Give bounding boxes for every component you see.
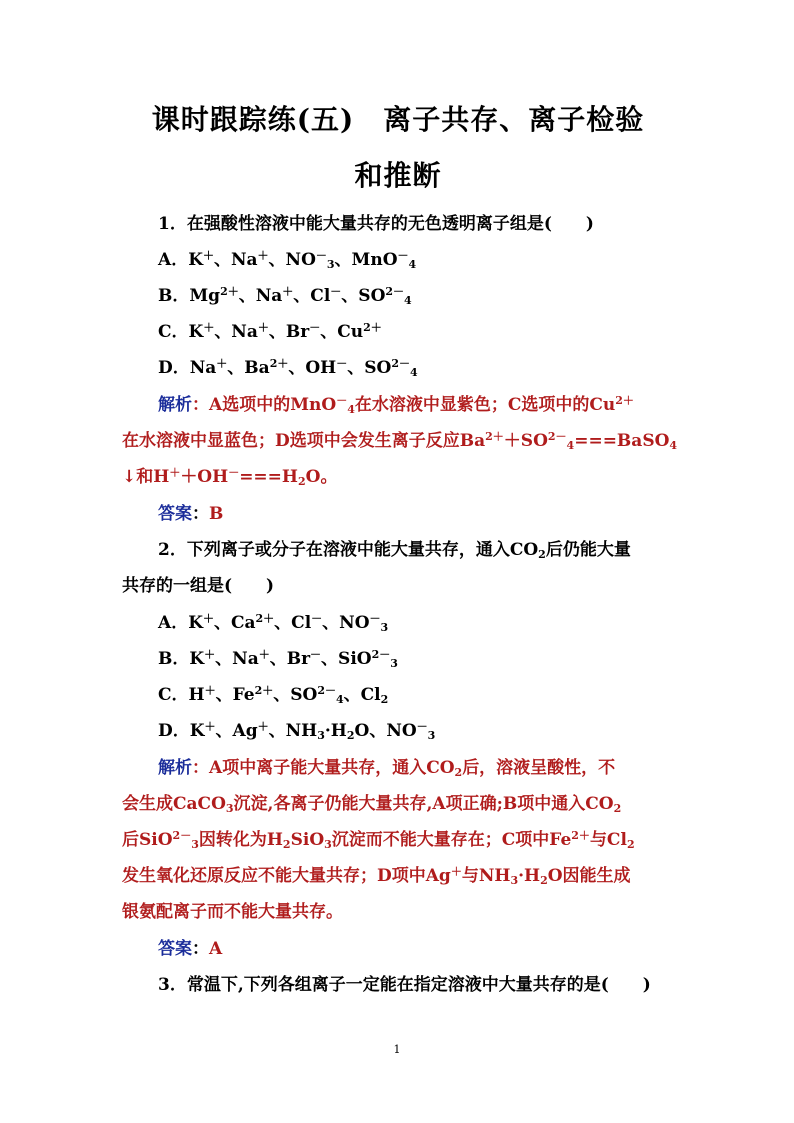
q2-option-d: D．K＋、Ag＋、$NH_3\cdot H_2O$、$NO^-_3$ (158, 720, 436, 742)
q1-option-a: A．K＋、Na＋、$NO^-_3$、MnO－$_4$ (158, 249, 417, 271)
q1-option-d: D．Na＋、$Ba^{2+}$、OH－、$SO^{2-}_4$ (158, 357, 418, 379)
q2-answer-value: A (209, 939, 223, 959)
q3-stem: 3．常温下,下列各组离子一定能在指定溶液中大量共存的是( ) (158, 975, 651, 995)
q2-analysis-label: 解析 (158, 758, 192, 778)
q2-analysis-line4: 发生氧化还原反应不能大量共存；D项中Ag＋与$NH_3\cdot H_2O$因能生成 (122, 865, 631, 887)
q1-analysis-line3: ↓和$H^++OH^-===H_2O$。 (122, 466, 338, 488)
q2-analysis-line3: 后SiO$^{2-}_3$因转化为$H_2SiO_3$沉淀而不能大量存在；C项中$Fe^{2+}$与$Cl_2$ (122, 829, 635, 851)
q2-analysis-line5: 银氨配离子而不能大量共存。 (122, 902, 343, 922)
q2-stem-line2: 共存的一组是( ) (122, 576, 275, 596)
q1-option-c: C．K＋、Na＋、Br－、$Cu^{2+}$ (158, 321, 382, 342)
q2-option-c: C．H＋、$Fe^{2+}$、$SO^{2-}_4$、$Cl_2$ (158, 684, 389, 706)
q2-analysis-line2: 会生成CaCO$_3$沉淀,各离子仍能大量共存,A项正确;B项中通入$CO_2$ (122, 794, 622, 815)
q1-analysis-label: 解析 (158, 395, 192, 415)
q2-stem-line1: 2．下列离子或分子在溶液中能大量共存，通入$CO_2$后仍能大量 (158, 540, 631, 561)
q1-answer: 答案：B (158, 504, 224, 524)
q2-answer: 答案：A (158, 939, 223, 959)
q1-answer-value: B (209, 504, 224, 524)
q1-answer-label: 答案 (158, 504, 192, 524)
page-number: 1 (393, 1043, 401, 1056)
q2-analysis-line1: 解析：A项中离子能大量共存，通入$CO_2$后，溶液呈酸性，不 (158, 758, 616, 779)
q1-analysis-line2: 在水溶液中显蓝色；D选项中会发生离子反应$Ba^{2+}+SO^{2-}_4===BaSO_4$ (122, 430, 678, 452)
q2-option-b: B．K＋、Na＋、Br－、SiO$^{2-}_3$ (158, 648, 398, 670)
q1-analysis-line1: 解析：A选项中的MnO－$_4$在水溶液中显紫色；C选项中的$Cu^{2+}$ (158, 394, 634, 416)
q1-stem: 1．在强酸性溶液中能大量共存的无色透明离子组是( ) (158, 214, 594, 234)
page-title: 课时跟踪练(五) 离子共存、离子检验 (151, 103, 645, 136)
q2-answer-label: 答案 (158, 939, 192, 959)
page-title-line2: 和推断 (354, 159, 442, 192)
q2-option-a: A．K＋、$Ca^{2+}$、Cl－、$NO^-_3$ (158, 612, 389, 634)
q1-option-b: B．$Mg^{2+}$、Na＋、Cl－、$SO^{2-}_4$ (158, 285, 412, 307)
